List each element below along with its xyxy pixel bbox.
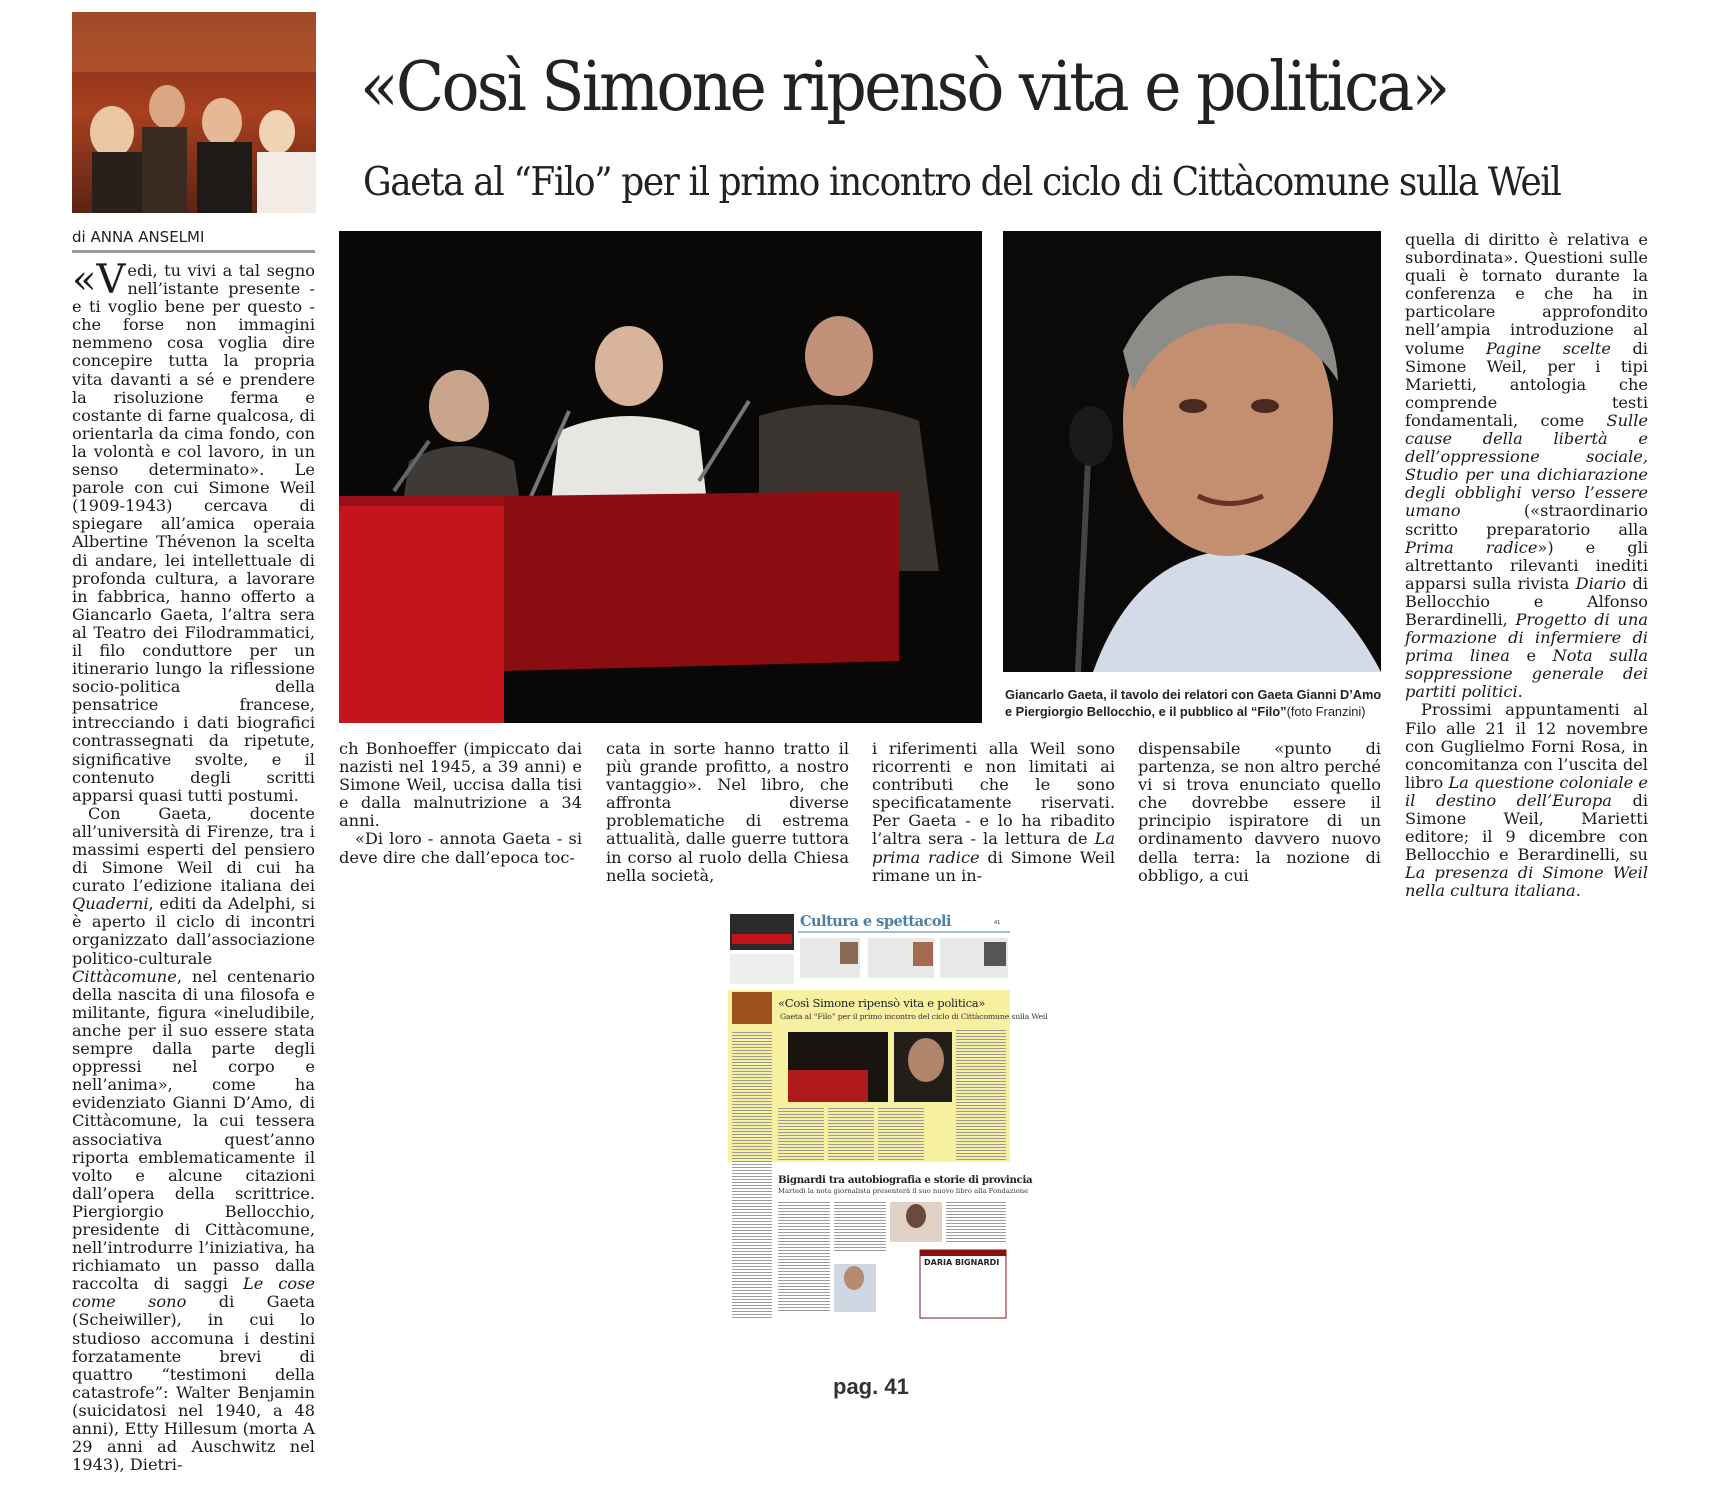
article-paragraph: Con Gaeta, docente all’università di Firenze, tra i massimi esperti del pensiero di Simone Weil di cui ha curato l’edizione italiana dei Quaderni, editi da Adelphi, si è aperto il ciclo di incontri organizzato dall’associazione politico-culturale Cittàcomune, nel centenario della nascita di una filosofa e militante, figura «ineludibile, anche per il suo essere stata sempre dalla parte degli oppressi nel corpo e nell’anima», come ha evidenziato Gianni D’Amo, di Cittàcomune, la cui tessera associativa quest’anno riporta emblematicamente il volto e alcune citazioni dall’opera della scrittrice. Piergiorgio Bellocchio, presidente di Cittàcomune, nell’introdurre l’iniziativa, ha richiamato un passo dalla raccolta di saggi Le cose come sono di Gaeta (Scheiwiller), in cui lo studioso accomuna i destini forzatamente brevi di quattro “testimoni della catastrofe”: Walter Benjamin (suicidatosi nel 1940, a 48 anni), Etty Hillesum (morta A 29 anni ad Auschwitz nel 1943), Dietri- (72, 803, 315, 1475)
caption-credit: (foto Franzini) (1286, 704, 1366, 719)
article-paragraph: «Di loro - annota Gaeta - si deve dire che dall’epoca toc- (339, 829, 582, 867)
article-paragraph: quella di diritto è relativa e subordinata». Questioni sulle quali è tornato durante la conferenza e che ha in particolare approfondito nell’ampia introduzione al volume Pagine scelte di Simone Weil, per i tipi Marietti, antologia che comprende testi fondamentali, come Sulle cause della libertà e dell’oppressione sociale, Studio per una dichiarazione degli obblighi verso l’essere umano («straordinario scritto preparatorio alla Prima radice») e gli altrettanto rilevanti inediti apparsi sulla rivista Diario di Bellocchio e Alfonso Berardinelli, Progetto di una formazione di infermiere di prima linea e Nota sulla soppressione generale dei partiti politici. (1405, 230, 1649, 702)
thumbnail-second-subheadline: Martedì la nota giornalista presenterà il suo nuovo libro alla Fondazione (778, 1187, 1029, 1195)
thumbnail-ad-name: DARIA BIGNARDI (924, 1258, 1000, 1267)
audience-thumbnail-photo (72, 12, 316, 213)
stage-panel-photo (339, 231, 982, 723)
article-column-6 (1405, 231, 1648, 900)
article-paragraph: i riferimenti alla Weil sono ricorrenti e non limitati ai contributi che le sono specificatamente riservati. Per Gaeta - e lo ha ribadito l’altra sera - la lettura de La prima radice di Simone Weil rimane un in- (872, 739, 1115, 885)
page-subtitle: Gaeta al “Filo” per il primo incontro del ciclo di Cittàcomune sulla Weil (363, 160, 1561, 205)
thumbnail-section-title: Cultura e spettacoli (800, 913, 952, 930)
photo-caption (1005, 686, 1385, 720)
byline: di ANNA ANSELMI (72, 228, 315, 253)
article-paragraph: ch Bonhoeffer (impiccato dai nazisti nel 1945, a 39 anni) e Simone Weil, uccisa dalla tisi e dalla malnutrizione a 34 anni. (339, 739, 582, 831)
article-paragraph: «Vedi, tu vivi a tal segno nell’istante presente - e ti voglio bene per questo - che forse non immagini nemmeno cosa voglia dire concepire tutta la propria vita davanti a sé e prendere la risoluzione ferma e costante di farne qualcosa, di orientarla da cima fondo, con la volontà e col lavoro, in un senso determinato». Le parole con cui Simone Weil (1909-1943) cercava di spiegare all’amica operaia Albertine Thévenon la scelta di andare, lei intellettuale di profonda cultura, a lavorare in fabbrica, hanno offerto a Giancarlo Gaeta, l’altra sera al Teatro dei Filodrammatici, il filo conduttore per un itinerario lungo la riflessione socio-politica della pensatrice francese, intrecciando i dati biografici contrassegnati da ripetute, significative svolte, e il contenuto degli scritti apparsi quasi tutti postumi. (72, 257, 315, 805)
page-number-label: pag. 41 (833, 1374, 909, 1399)
article-column-4 (872, 740, 1115, 885)
thumbnail-page-number: 41 (994, 920, 1001, 926)
page-thumbnail (728, 912, 1048, 1322)
thumbnail-headline: «Così Simone ripensò vita e politica» (778, 996, 986, 1010)
article-column-2 (339, 740, 582, 867)
thumbnail-second-headline: Bignardi tra autobiografia e storie di provincia (778, 1174, 1033, 1186)
article-paragraph: cata in sorte hanno tratto il più grande profitto, a nostro vantaggio». Nel libro, che affronta diverse problematiche di estrema attualità, dalle guerre tuttora in corso al ruolo della Chiesa nella società, (606, 739, 849, 885)
article-paragraph: dispensabile «punto di partenza, se non altro perché vi si trova enunciato quello che dovrebbe essere il principio ispiratore di un ordinamento davvero nuovo della terra: la nozione di obbligo, a cui (1138, 739, 1381, 885)
article-column-5 (1138, 740, 1381, 885)
caption-text: Giancarlo Gaeta, il tavolo dei relatori con Gaeta Gianni D’Amo e Piergiorgio Bellocchio, e il pubblico al “Filo” (1005, 687, 1382, 719)
page-title: «Così Simone ripensò vita e politica» (360, 48, 1448, 127)
article-column-3 (606, 740, 849, 885)
speaker-portrait-photo (1003, 231, 1381, 672)
thumbnail-subheadline: Gaeta al “Filo” per il primo incontro del ciclo di Cittàcomune sulla Weil (780, 1012, 1048, 1021)
article-paragraph: Prossimi appuntamenti al Filo alle 21 il 12 novembre con Guglielmo Forni Rosa, in concomitanza con l’uscita del libro La questione coloniale e il destino dell’Europa di Simone Weil, Marietti editore; il 9 dicembre con Bellocchio e Berardinelli, su La presenza di Simone Weil nella cultura italiana. (1405, 700, 1649, 901)
article-column-1 (72, 257, 315, 1475)
